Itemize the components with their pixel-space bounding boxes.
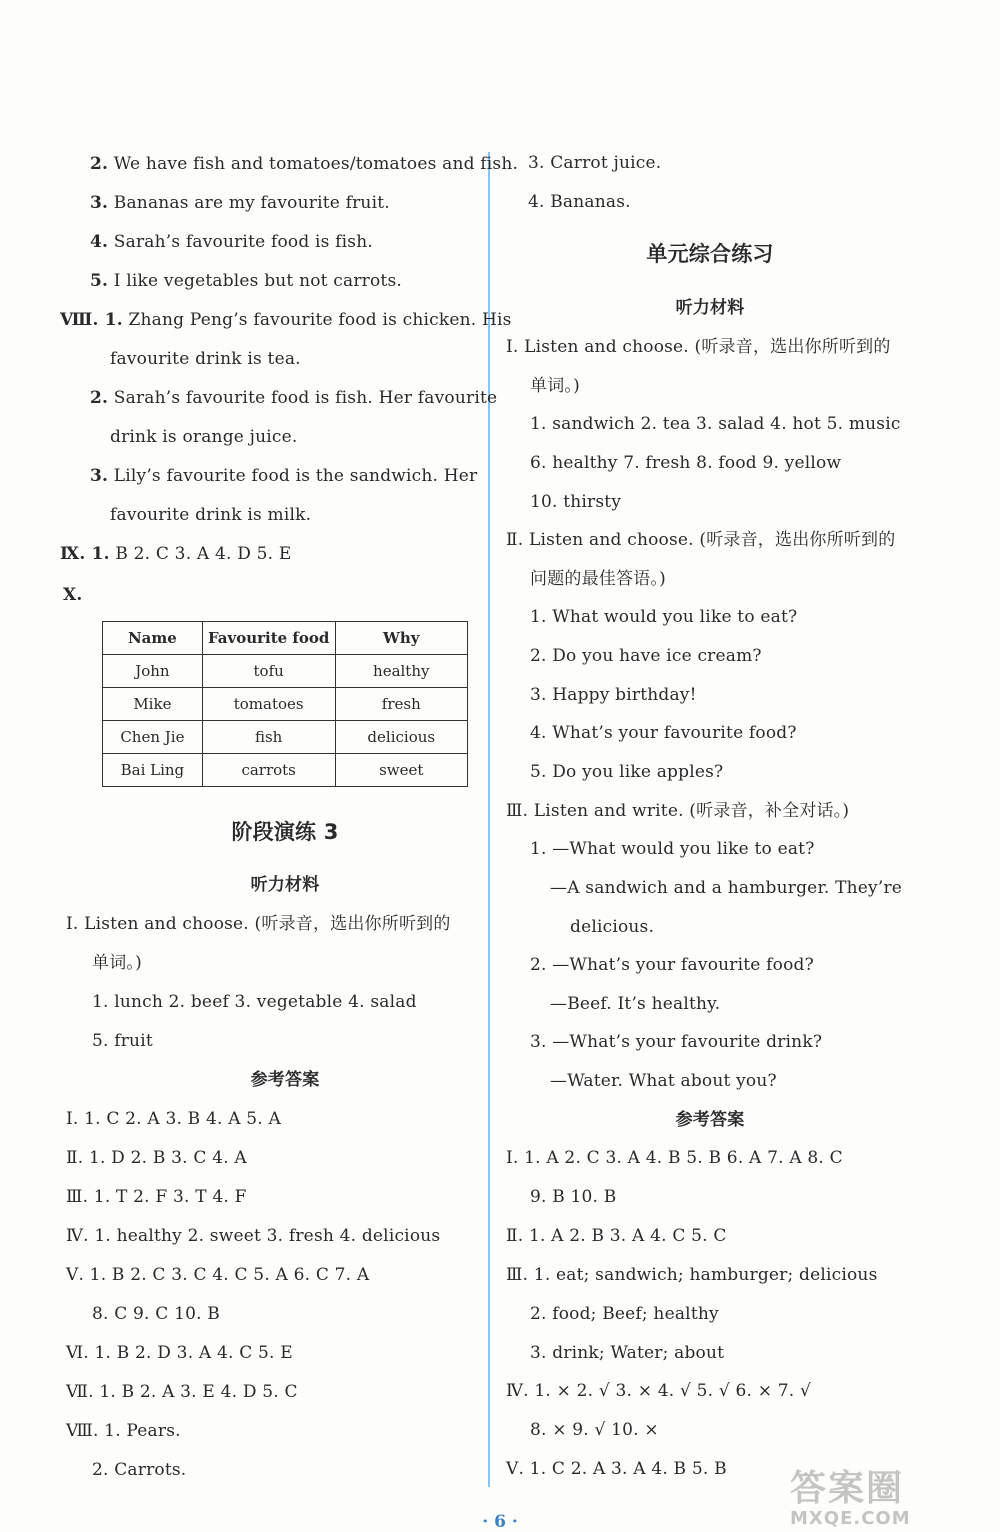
question-item: 3. Happy birthday! <box>530 685 697 705</box>
column-divider <box>488 152 490 1487</box>
table-cell: carrots <box>202 754 335 787</box>
question-item: 2. Do you have ice cream? <box>530 646 762 666</box>
answer-line: 2. We have fish and tomatoes/tomatoes and fish. <box>90 154 519 174</box>
section-title: 阶段演练 3 <box>231 820 339 844</box>
answer-line: Ⅱ. 1. A 2. B 3. A 4. C 5. C <box>506 1226 727 1246</box>
dialogue-line: —Beef. It’s healthy. <box>550 994 721 1014</box>
dialogue-line: 2. —What’s your favourite food? <box>530 955 814 975</box>
table-cell: delicious <box>335 721 467 754</box>
watermark <box>790 1468 990 1529</box>
answer-line: drink is orange juice. <box>110 427 298 447</box>
table-row <box>103 655 468 688</box>
answer-line: Ⅰ. 1. A 2. C 3. A 4. B 5. B 6. A 7. A 8. C <box>506 1148 843 1168</box>
answer-line: Ⅷ. 1. Pears. <box>66 1421 181 1441</box>
dialogue-line: 3. —What’s your favourite drink? <box>530 1032 823 1052</box>
listening-title: 听力材料 <box>250 875 320 895</box>
question-heading: Ⅰ. Listen and choose. (听录音，选出你所听到的 <box>506 337 891 357</box>
answer-line: Ⅹ. <box>63 585 83 605</box>
table-row <box>103 721 468 754</box>
question-item: 1. What would you like to eat? <box>530 607 798 627</box>
answer-line: 3. drink; Water; about <box>530 1343 725 1363</box>
question-heading: Ⅱ. Listen and choose. (听录音，选出你所听到的 <box>506 530 896 550</box>
answer-line: Ⅱ. 1. D 2. B 3. C 4. A <box>66 1148 247 1168</box>
answer-line: 2. Carrots. <box>92 1460 187 1480</box>
word-list: 6. healthy 7. fresh 8. food 9. yellow <box>530 453 842 473</box>
question-item: 4. What’s your favourite food? <box>530 723 797 743</box>
table-header: Favourite food <box>202 622 335 655</box>
answer-line: 2. Sarah’s favourite food is fish. Her favourite <box>90 388 498 408</box>
question-heading: Ⅰ. Listen and choose. (听录音，选出你所听到的 <box>66 914 451 934</box>
answer-line: Ⅳ. 1. healthy 2. sweet 3. fresh 4. delicious <box>66 1226 441 1246</box>
answer-line: 3. Lily’s favourite food is the sandwich. Her <box>90 466 478 486</box>
table-cell: Chen Jie <box>103 721 203 754</box>
answer-line: 3. Carrot juice. <box>528 153 662 173</box>
answer-line: 4. Bananas. <box>528 192 631 212</box>
answer-line: Ⅲ. 1. T 2. F 3. T 4. F <box>66 1187 247 1207</box>
page-number: · 6 · <box>482 1512 518 1532</box>
word-list: 10. thirsty <box>530 492 622 512</box>
answer-line: Ⅰ. 1. C 2. A 3. B 4. A 5. A <box>66 1109 281 1129</box>
question-heading: 单词。) <box>530 376 580 396</box>
favourite-food-table <box>102 621 468 787</box>
answer-line: Ⅴ. 1. B 2. C 3. C 4. C 5. A 6. C 7. A <box>66 1265 370 1285</box>
answer-line: 8. C 9. C 10. B <box>92 1304 221 1324</box>
table-cell: Bai Ling <box>103 754 203 787</box>
dialogue-line: delicious. <box>570 917 655 937</box>
answer-line: 3. Bananas are my favourite fruit. <box>90 193 390 213</box>
word-list: 1. lunch 2. beef 3. vegetable 4. salad <box>92 992 417 1012</box>
table-cell: healthy <box>335 655 467 688</box>
question-item: 5. Do you like apples? <box>530 762 724 782</box>
answer-line: Ⅳ. 1. × 2. √ 3. × 4. √ 5. √ 6. × 7. √ <box>506 1381 812 1401</box>
dialogue-line: —A sandwich and a hamburger. They’re <box>550 878 903 898</box>
answer-line: Ⅲ. 1. eat; sandwich; hamburger; delicious <box>506 1265 878 1285</box>
answer-line: Ⅷ. 1. Zhang Peng’s favourite food is chicken. His <box>60 310 512 330</box>
dialogue-line: —Water. What about you? <box>550 1071 777 1091</box>
table-header-row <box>103 622 468 655</box>
table-row <box>103 754 468 787</box>
answer-line: Ⅸ. 1. B 2. C 3. A 4. D 5. E <box>60 544 292 564</box>
watermark-text: 答案圈 <box>790 1468 905 1509</box>
answer-line: favourite drink is milk. <box>110 505 312 525</box>
answer-line: Ⅴ. 1. C 2. A 3. A 4. B 5. B <box>506 1459 727 1479</box>
table-cell: fish <box>202 721 335 754</box>
answer-line: 5. I like vegetables but not carrots. <box>90 271 402 291</box>
table-cell: sweet <box>335 754 467 787</box>
table-cell: fresh <box>335 688 467 721</box>
answer-line: 9. B 10. B <box>530 1187 617 1207</box>
answer-line: 4. Sarah’s favourite food is fish. <box>90 232 373 252</box>
answer-line: favourite drink is tea. <box>110 349 301 369</box>
word-list: 1. sandwich 2. tea 3. salad 4. hot 5. music <box>530 414 901 434</box>
table-cell: Mike <box>103 688 203 721</box>
section-title: 单元综合练习 <box>646 242 774 266</box>
question-heading: 单词。) <box>92 953 142 973</box>
answer-line: 8. × 9. √ 10. × <box>530 1420 659 1440</box>
answer-line: 2. food; Beef; healthy <box>530 1304 719 1324</box>
table-cell: tofu <box>202 655 335 688</box>
answer-line: Ⅵ. 1. B 2. D 3. A 4. C 5. E <box>66 1343 293 1363</box>
word-list: 5. fruit <box>92 1031 153 1051</box>
listening-title: 听力材料 <box>675 298 745 318</box>
answers-title: 参考答案 <box>675 1110 745 1130</box>
answers-title: 参考答案 <box>250 1070 320 1090</box>
watermark-url: MXQE.COM <box>790 1508 911 1529</box>
table-row <box>103 688 468 721</box>
table-header: Name <box>103 622 203 655</box>
question-heading: Ⅲ. Listen and write. (听录音，补全对话。) <box>506 801 850 821</box>
dialogue-line: 1. —What would you like to eat? <box>530 839 815 859</box>
answer-line: Ⅶ. 1. B 2. A 3. E 4. D 5. C <box>66 1382 298 1402</box>
question-heading: 问题的最佳答语。) <box>530 569 666 589</box>
table-cell: tomatoes <box>202 688 335 721</box>
table-header: Why <box>335 622 467 655</box>
table-cell: John <box>103 655 203 688</box>
